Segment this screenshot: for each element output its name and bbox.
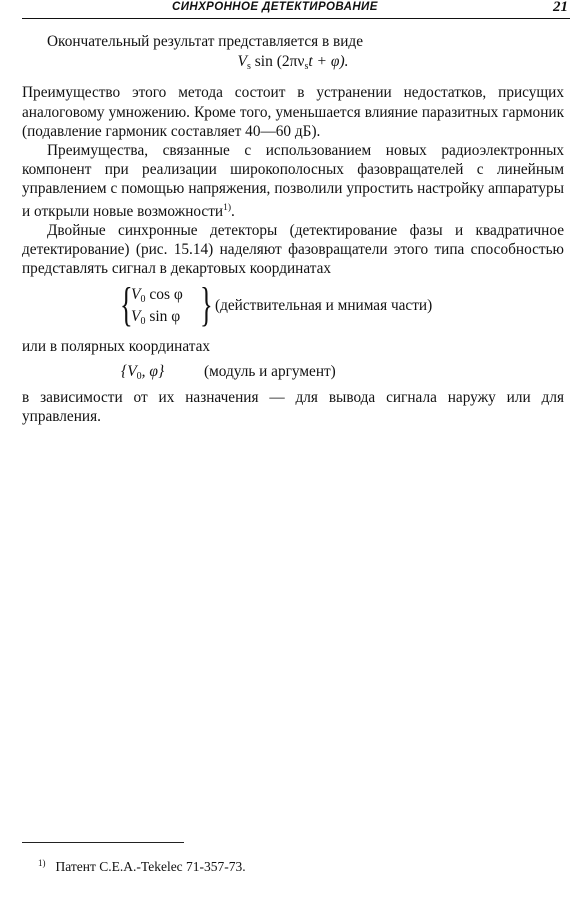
footnote-text: Патент С.Е.А.-Tekelec 71-357-73.	[55, 859, 246, 874]
formula-v: V	[237, 53, 247, 71]
paragraph-double-detectors: Двойные синхронные детекторы (детектирование фазы и квадратичное детектирование) (рис. 15.14) наделяют фазовращатели этого типа способностью представлять сигнал в декартовых координатах	[22, 221, 564, 278]
formula-result	[22, 52, 564, 76]
paragraph-new-components	[22, 141, 564, 221]
footnote-mark: 1)	[38, 858, 46, 868]
footnote	[38, 858, 246, 875]
formula-tail: t + φ).	[308, 53, 349, 71]
formula-sub-s2: s	[304, 61, 309, 73]
cartesian-caption: (действительная и мнимая части)	[215, 297, 433, 315]
running-head	[22, 0, 570, 19]
running-head-title: СИНХРОННОЕ ДЕТЕКТИРОВАНИЕ	[172, 1, 378, 13]
left-brace: {	[120, 278, 133, 332]
cartesian-formula	[22, 278, 564, 332]
right-brace: }	[200, 278, 213, 332]
body-text	[22, 32, 564, 426]
paragraph-advantage: Преимущество этого метода состоит в устранении недостатков, присущих аналоговому умножению. Кроме того, уменьшается влияние паразитных гармоник (подавление гармоник составляет 40—60 дБ).	[22, 84, 564, 140]
polar-caption: (модуль и аргумент)	[204, 362, 336, 380]
formula-sub-s: s	[246, 61, 251, 73]
paragraph-result-intro: Окончательный результат представляется в виде	[47, 33, 363, 50]
paragraph-polar-intro: или в полярных координатах	[22, 338, 211, 356]
polar-formula	[22, 362, 564, 384]
polar-expression: {$V_0$, φ}	[121, 362, 165, 382]
page-number: 21	[553, 0, 568, 15]
paragraph-purpose: в зависимости от их назначения — для вывода сигнала наружу или для управления.	[22, 388, 564, 425]
cartesian-row-cos: $V_0$ cos φ	[131, 286, 183, 306]
paragraph-new-components-end: .	[231, 202, 235, 220]
formula-sin: sin (2πν	[250, 53, 305, 71]
footnote-ref: 1)	[223, 202, 231, 213]
footnote-rule	[22, 842, 184, 843]
cartesian-row-sin: $V_0$ sin φ	[131, 308, 181, 328]
paragraph-new-components-text: Преимущества, связанные с использованием новых радиоэлектронных компонент при реализации широкополосных фазовращателей с линейным управлением с помощью напряжения, позволили упростить настройку аппаратуры и открыли новые возможности	[22, 142, 564, 220]
